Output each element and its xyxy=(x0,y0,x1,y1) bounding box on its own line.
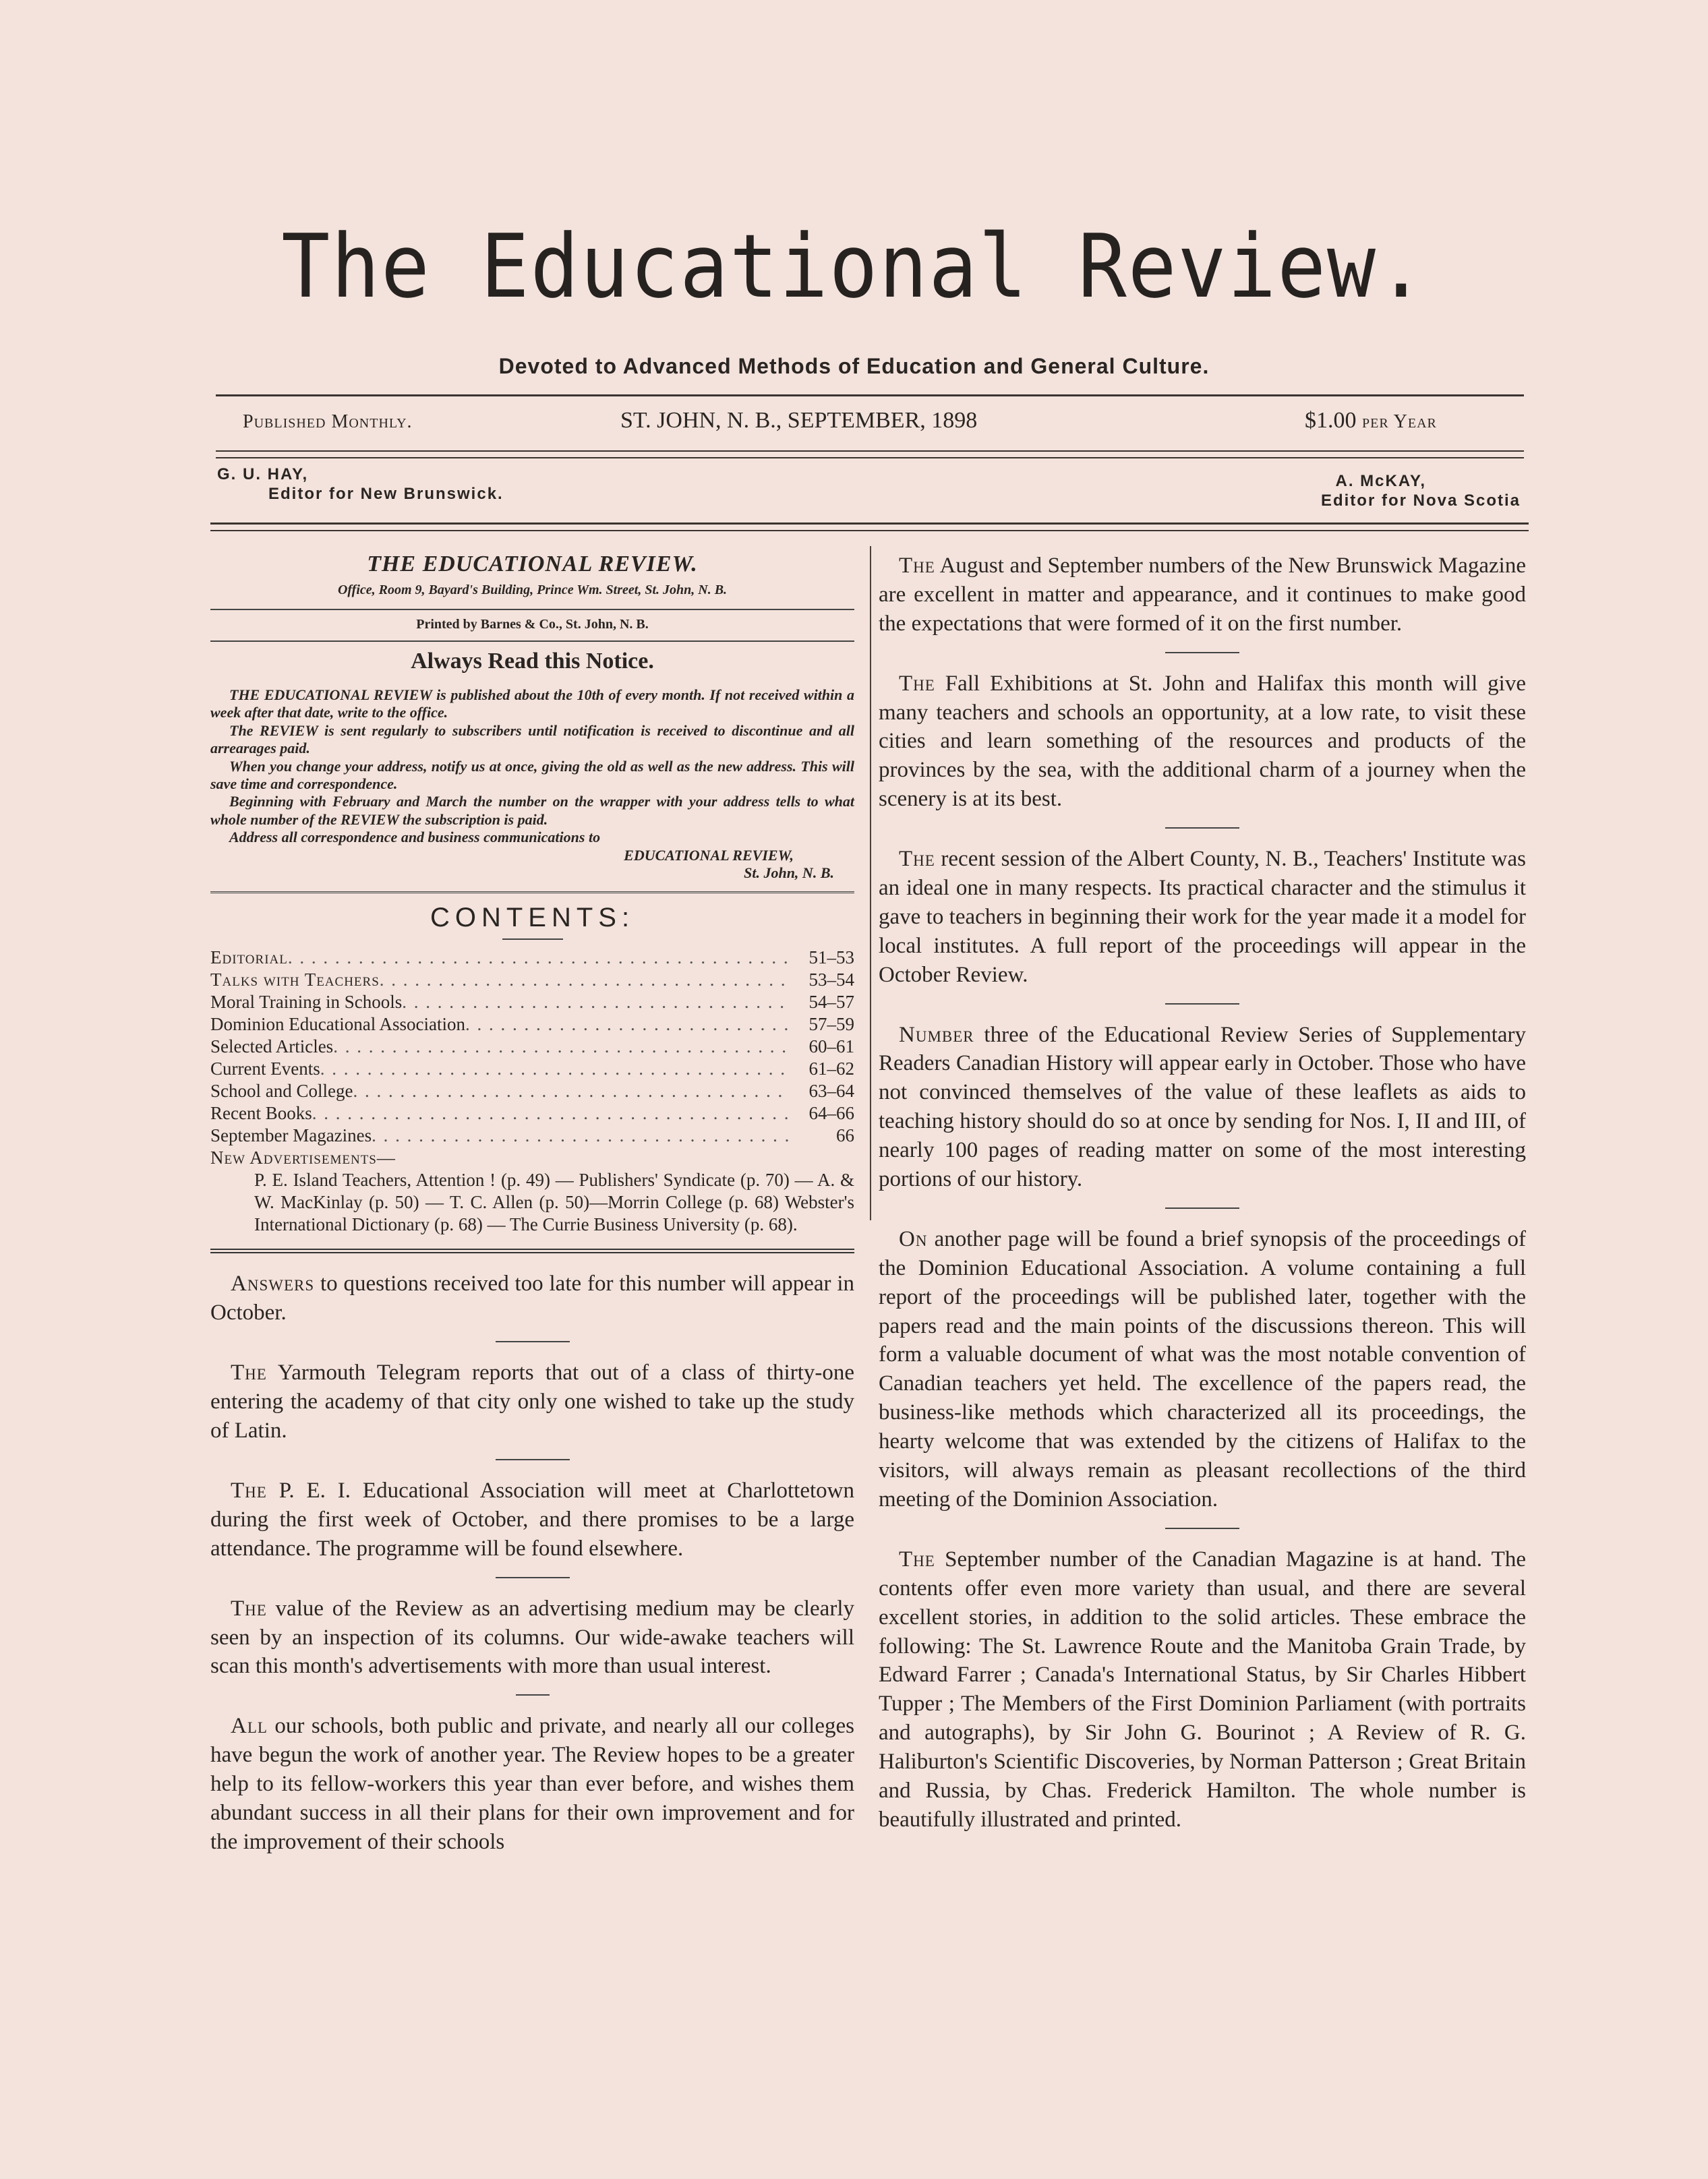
toc-label: Selected Articles xyxy=(210,1036,334,1057)
toc-item xyxy=(210,1058,854,1080)
published-monthly: Published Monthly. xyxy=(243,411,413,432)
separator xyxy=(1165,1003,1239,1005)
editor-right xyxy=(1321,472,1521,511)
paragraph-lead: On xyxy=(899,1226,928,1251)
editor-right-name: A. McKAY, xyxy=(1335,472,1426,490)
paragraph-text: September number of the Canadian Magazine is at hand. The contents offer even more variety than usual, and there are several excellent stories, in addition to the solid articles. These embrace the following: The St. Lawrence Route and the Manitoba Grain Trade, by Edward Farrer ; Canada's International Status, by Sir Charles Hibbert Tupper ; The Members of the First Dominion Parliament (with portraits and autographs), by Sir John G. Bourinot ; A Review of R. G. Haliburton's Scientific Discoveries, by Norman Patterson ; Great Britain and Russia, by Chas. Frederick Hamilton. The whole number is beautifully illustrated and printed. xyxy=(879,1547,1526,1832)
paragraph xyxy=(879,845,1526,989)
toc-leader xyxy=(288,947,790,969)
toc-leader xyxy=(380,969,790,991)
paragraph xyxy=(879,1225,1526,1514)
notice-addr1: EDUCATIONAL REVIEW, xyxy=(624,846,794,864)
place-date: ST. JOHN, N. B., SEPTEMBER, 1898 xyxy=(620,408,978,433)
notice-always: Always Read this Notice. xyxy=(210,640,854,674)
toc-label: School and College xyxy=(210,1080,353,1101)
toc-item xyxy=(210,1125,854,1147)
toc-pages: 54–57 xyxy=(808,992,854,1013)
separator xyxy=(1165,1528,1239,1529)
editor-left-name: G. U. HAY, xyxy=(217,465,309,483)
paragraph xyxy=(879,1021,1526,1194)
toc-leader xyxy=(320,1058,790,1080)
toc-pages: 60–61 xyxy=(808,1036,854,1057)
separator xyxy=(496,1577,570,1578)
new-ads-label: New Advertisements— xyxy=(210,1147,396,1168)
notice-office: Office, Room 9, Bayard's Building, Prince Wm. Street, St. John, N. B. xyxy=(337,583,728,597)
new-ads-text: P. E. Island Teachers, Attention ! (p. 49) — Publishers' Syndicate (p. 70) — A. & W. MacKinlay (p. 50) — T. C. Allen (p. 50)—Morrin College (p. 68) Webster's International Dictionary (p. 68) — The Currie Business University (p. 68). xyxy=(254,1169,854,1234)
toc-pages: 64–66 xyxy=(808,1102,854,1123)
right-column xyxy=(879,551,1526,1834)
toc-leader xyxy=(372,1125,790,1147)
toc-pages: 61–62 xyxy=(808,1058,854,1079)
notice-p1: THE EDUCATIONAL REVIEW is published about the 10th of every month. If not received within a week after that date, write to the office. xyxy=(210,686,854,721)
toc-pages: 53–54 xyxy=(808,969,854,990)
notice-title: THE EDUCATIONAL REVIEW. xyxy=(367,551,698,576)
paragraph-lead: All xyxy=(231,1714,268,1739)
toc-pages: 57–59 xyxy=(808,1014,854,1035)
left-paragraphs xyxy=(210,1270,854,1856)
paragraph-lead: The xyxy=(899,554,935,578)
contents-rule xyxy=(502,938,563,940)
paragraph xyxy=(210,1712,854,1856)
paragraph-lead: The xyxy=(899,1547,935,1572)
paragraph-lead: The xyxy=(899,847,935,872)
paragraph-lead: Answers xyxy=(231,1272,315,1296)
contents-bottom-rule xyxy=(210,1249,854,1253)
separator xyxy=(496,1341,570,1342)
paragraph-text: value of the Review as an advertising medium may be clearly seen by an inspection of its columns. Our wide-awake teachers will scan this month's advertisements with more than usual interest. xyxy=(210,1596,854,1679)
left-column xyxy=(210,539,854,1857)
toc-item xyxy=(210,969,854,991)
paragraph-text: our schools, both public and private, and nearly all our colleges have begun the work of another year. The Review hopes to be a greater help to its fellow-workers this year than ever before, and wishes them abundant success in all their plans for their own improvement and for the improvement of their schools xyxy=(210,1714,854,1854)
separator xyxy=(1165,827,1239,829)
toc-leader xyxy=(465,1013,790,1036)
toc-label: Dominion Educational Association xyxy=(210,1014,465,1035)
editor-right-role: Editor for Nova Scotia xyxy=(1320,491,1521,510)
paragraph xyxy=(879,551,1526,638)
paragraph xyxy=(210,1270,854,1327)
paragraph-lead: The xyxy=(231,1596,267,1621)
column-divider xyxy=(870,546,871,1220)
masthead-rule-top xyxy=(216,394,1524,396)
paragraph-text: Yarmouth Telegram reports that out of a class of thirty-one entering the academy of that city only one wished to take up the study of Latin. xyxy=(210,1361,854,1443)
header-rule-a xyxy=(210,523,1529,525)
price-amount: $1.00 xyxy=(1305,408,1357,433)
header-rule-b xyxy=(210,530,1529,531)
toc-leader xyxy=(353,1080,790,1102)
paragraph-text: three of the Educational Review Series of Supplementary Readers Canadian History will appear early in October. Those who have not convinced themselves of the value of these leaflets as aids to teaching history should do so at once by sending for Nos. I, II and III, of nearly 100 pages of reading matter on some of the most interesting portions of our history. xyxy=(879,1022,1526,1192)
toc-item xyxy=(210,1102,854,1125)
paragraph xyxy=(879,669,1526,814)
paragraph xyxy=(210,1359,854,1445)
toc-pages: 66 xyxy=(836,1125,854,1145)
toc-leader xyxy=(333,1036,790,1058)
toc-item xyxy=(210,1080,854,1102)
notice-p4: Beginning with February and March the number on the wrapper with your address tells to what whole number of the REVIEW the subscription is paid. xyxy=(210,793,854,828)
separator xyxy=(496,1459,570,1460)
notice-p2: The REVIEW is sent regularly to subscribers until notification is received to discontinue and all arrearages paid. xyxy=(210,721,854,757)
separator xyxy=(1165,652,1239,653)
toc-item xyxy=(210,947,854,969)
toc-label: Editorial xyxy=(210,947,288,968)
paragraph-text: August and September numbers of the New Brunswick Magazine are excellent in matter and appearance, and it continues to make good the expectations that were formed of it on the first number. xyxy=(879,554,1526,636)
notice-p5: Address all correspondence and business communications to xyxy=(229,829,601,846)
toc-label: September Magazines xyxy=(210,1125,372,1145)
masthead-rule-double-a xyxy=(216,450,1524,452)
price-suffix: per Year xyxy=(1362,411,1437,432)
paragraph xyxy=(210,1594,854,1681)
toc-leader xyxy=(402,991,790,1013)
notice-address xyxy=(210,847,854,883)
toc-label: Recent Books xyxy=(210,1102,312,1123)
notice-printed: Printed by Barnes & Co., St. John, N. B. xyxy=(210,609,854,632)
toc-pages: 63–64 xyxy=(808,1080,854,1101)
paragraph-text: recent session of the Albert County, N. B., Teachers' Institute was an ideal one in many respects. Its practical character and the stimulus it gave to teachers in beginning their work for the year made it a model for local institutes. A full report of the proceedings will appear in the October Review. xyxy=(879,847,1526,987)
masthead-subtitle: Devoted to Advanced Methods of Education and General Culture. xyxy=(498,354,1210,378)
paragraph-text: another page will be found a brief synopsis of the proceedings of the Dominion Educational Association. A volume containing a full report of the proceedings will be published later, together with the papers read and the main points of the discussions thereon. This will form a valuable document of what was the most notable convention of Canadian teachers yet held. The excellence of the papers read, the business-like methods which characterized all its proceedings, the hearty welcome that was extended by the citizens of Halifax to the visitors, will always remain as pleasant recollections of the third meeting of the Dominion Association. xyxy=(879,1226,1526,1512)
paragraph-text: to questions received too late for this number will appear in October. xyxy=(210,1272,854,1325)
separator xyxy=(516,1694,550,1696)
price xyxy=(1305,408,1437,434)
paragraph-text: Fall Exhibitions at St. John and Halifax this month will give many teachers and schools an opportunity, at a low rate, to visit these cities and learn something of the resources and products of the provinces by the sea, with the additional charm of a journey when the scenery is at its best. xyxy=(879,671,1526,812)
toc-leader xyxy=(312,1102,790,1125)
paragraph xyxy=(879,1545,1526,1834)
contents-title: CONTENTS: xyxy=(210,891,854,933)
masthead-rule-double-b xyxy=(216,457,1524,458)
toc-label: Talks with Teachers xyxy=(210,969,380,990)
editor-left xyxy=(217,465,504,504)
contents-list xyxy=(210,947,854,1146)
toc-label: Current Events xyxy=(210,1058,320,1079)
editor-left-role: Editor for New Brunswick. xyxy=(268,484,504,503)
paragraph-lead: The xyxy=(231,1361,267,1385)
notice-addr2: St. John, N. B. xyxy=(744,864,834,881)
toc-item xyxy=(210,1036,854,1058)
toc-label: Moral Training in Schools xyxy=(210,992,403,1013)
toc-pages: 51–53 xyxy=(808,947,854,968)
paragraph-lead: The xyxy=(231,1478,267,1503)
notice-p3: When you change your address, notify us at once, giving the old as well as the new address. This will save time and correspondence. xyxy=(210,757,854,792)
notice-body xyxy=(210,686,854,847)
toc-item xyxy=(210,1013,854,1036)
masthead-title: The Educational Review. xyxy=(281,215,1427,318)
paragraph xyxy=(210,1476,854,1563)
paragraph-lead: Number xyxy=(899,1022,974,1047)
paragraph-lead: The xyxy=(899,671,935,696)
toc-item xyxy=(210,991,854,1013)
paragraph-text: P. E. I. Educational Association will meet at Charlottetown during the first week of October, and there promises to be a large attendance. The programme will be found elsewhere. xyxy=(210,1478,854,1561)
separator xyxy=(1165,1207,1239,1209)
